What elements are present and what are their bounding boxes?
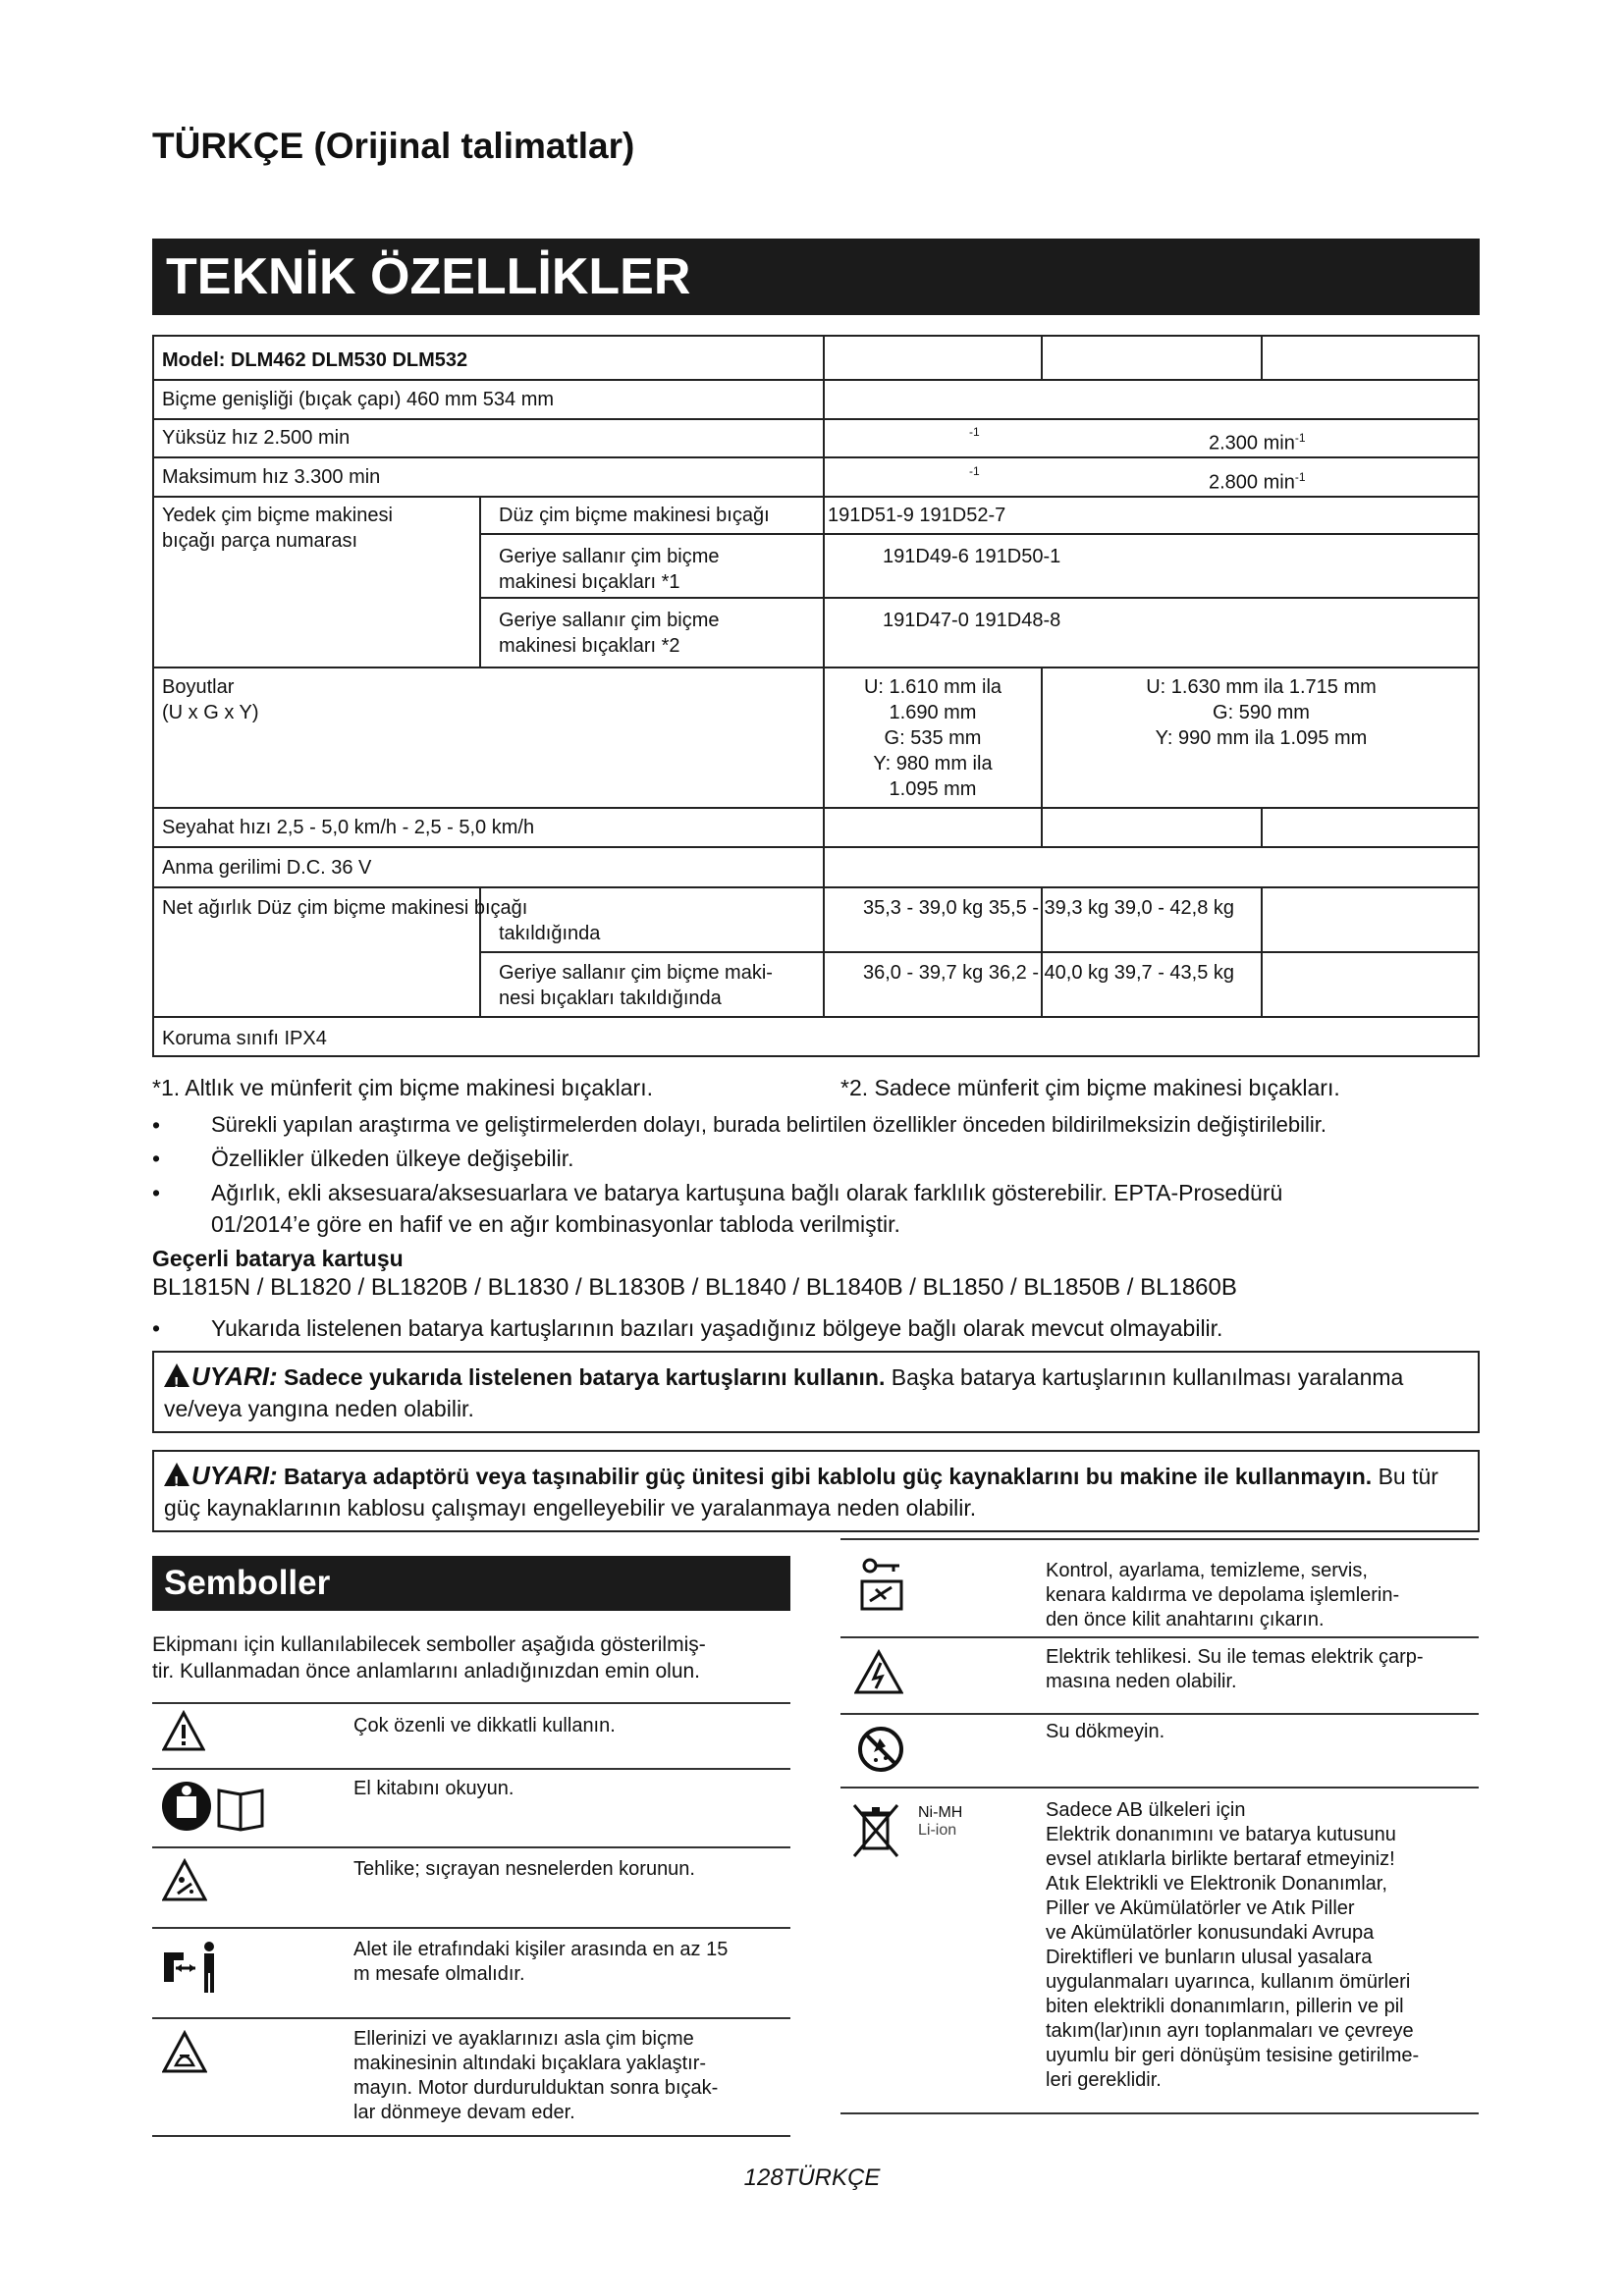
remove-key-icon bbox=[856, 1556, 909, 1613]
symbol-text-read-manual: El kitabını okuyun. bbox=[353, 1778, 514, 1799]
blade-label-2: bıçağı parça numarası bbox=[162, 530, 357, 552]
symbol-text-electric-hazard: Elektrik tehlikesi. Su ile temas elektrik çarp- masına neden olabilir. bbox=[1046, 1646, 1424, 1692]
net-weight-swing-2: nesi bıçakları takıldığında bbox=[499, 988, 722, 1009]
symbol-text-no-water: Su dökmeyin. bbox=[1046, 1721, 1165, 1742]
cutting-width: Biçme genişliği (bıçak çapı) 460 mm 534 mm bbox=[162, 389, 555, 410]
battery-list: BL1815N / BL1820 / BL1820B / BL1830 / BL1830B / BL1840 / BL1840B / BL1850 / BL1850B / BL1860B bbox=[152, 1274, 1237, 1301]
caution-triangle-icon bbox=[162, 1710, 205, 1753]
read-manual-icon bbox=[160, 1779, 268, 1834]
blade-flat-nums: 191D51-9 191D52-7 bbox=[828, 505, 1006, 526]
spec-table bbox=[152, 335, 1480, 1057]
bullet-1: • Sürekli yapılan araştırma ve geliştirmelerden dolayı, burada belirtilen özellikler önceden bildirilmeksizin değiştirilebilir. bbox=[152, 1112, 1326, 1138]
symbol-text-caution: Çok özenli ve dikkatli kullanın. bbox=[353, 1715, 616, 1736]
warning-box-2: !UYARI: Batarya adaptörü veya taşınabilir güç ünitesi gibi kablolu güç kaynaklarını bu makine ile kullanmayın. Bu tür güç kaynaklarının kablosu çalışmayı engelleyebilir ve yaralanmaya neden olabilir. bbox=[152, 1450, 1480, 1532]
net-weight-swing: 36,0 - 39,7 kg 36,2 - 40,0 kg 39,7 - 43,5 kg bbox=[863, 962, 1235, 984]
bullet-3: • Ağırlık, ekli aksesuara/aksesuarlara ve batarya kartuşuna bağlı olarak farklılık gösterebilir. EPTA-Prosedürü 01/2014’e göre en hafif ve en ağır kombinasyonlar tabloda verilmiştir. bbox=[152, 1180, 1283, 1237]
blade-label-1: Yedek çim biçme makinesi bbox=[162, 505, 393, 526]
model-header: Model: DLM462 DLM530 DLM532 bbox=[162, 349, 468, 371]
no-load-value2: 2.300 $\min^{-1}$ bbox=[1209, 431, 1306, 454]
weee-crossed-bin-icon bbox=[850, 1801, 901, 1860]
blade-swing2-1: Geriye sallanır çim biçme bbox=[499, 610, 720, 631]
no-water-icon bbox=[856, 1725, 905, 1774]
dims-label-2: (U x G x Y) bbox=[162, 702, 259, 723]
no-load-sup: -1 bbox=[969, 425, 980, 439]
max-speed-sup: -1 bbox=[969, 464, 980, 478]
blade-swing1-nums: 191D49-6 191D50-1 bbox=[883, 546, 1061, 567]
electric-hazard-icon bbox=[854, 1649, 903, 1696]
dims-b: U: 1.630 mm ila 1.715 mm G: 590 mm Y: 990 mm ila 1.095 mm bbox=[1146, 676, 1377, 749]
section-banner-symbols: Semboller bbox=[152, 1556, 790, 1611]
warning-triangle-icon bbox=[164, 1363, 189, 1387]
battery-heading: Geçerli batarya kartuşu bbox=[152, 1246, 404, 1271]
document-title: TÜRKÇE (Orijinal talimatlar) bbox=[152, 126, 635, 166]
symbol-text-hands-feet: Ellerinizi ve ayaklarınızı asla çim biçme makinesinin altındaki bıçaklara yaklaştır- mayın. Motor durdurulduktan sonra bıçak- lar dönmeye devam eder. bbox=[353, 2028, 719, 2123]
warning-word: UYARI: bbox=[191, 1362, 278, 1391]
keep-distance-icon bbox=[162, 1939, 227, 1996]
no-load-speed: Yüksüz hız 2.500 min bbox=[162, 427, 351, 449]
net-weight-flat: 35,3 - 39,0 kg 35,5 - 39,3 kg 39,0 - 42,8 kg bbox=[863, 897, 1235, 919]
bullet-2: • Özellikler ülkeden ülkeye değişebilir. bbox=[152, 1146, 574, 1171]
symbol-text-flying-objects: Tehlike; sıçrayan nesnelerden korunun. bbox=[353, 1858, 695, 1880]
warning-word: UYARI: bbox=[191, 1461, 278, 1490]
symbols-intro: Ekipmanı için kullanılabilecek semboller aşağıda gösterilmiş- tir. Kullanmadan önce anlamlarını anladığınızdan emin olun. bbox=[152, 1633, 706, 1682]
battery-chemistry-labels: Ni-MH Li-ion bbox=[918, 1804, 963, 1839]
rated-voltage: Anma gerilimi D.C. 36 V bbox=[162, 857, 372, 879]
section-banner-tech-specs: TEKNİK ÖZELLİKLER bbox=[152, 239, 1480, 315]
symbol-text-remove-key: Kontrol, ayarlama, temizleme, servis, kenara kaldırma ve depolama işlemlerin- den önce kilit anahtarını çıkarın. bbox=[1046, 1560, 1400, 1630]
blade-swing1-1: Geriye sallanır çim biçme bbox=[499, 546, 720, 567]
blade-swing2-2: makinesi bıçakları *2 bbox=[499, 635, 680, 657]
footnote-2: *2. Sadece münferit çim biçme makinesi bıçakları. bbox=[840, 1075, 1340, 1100]
net-weight-sub: takıldığında bbox=[499, 923, 601, 944]
warning-box-1: !UYARI: Sadece yukarıda listelenen batarya kartuşlarını kullanın. Başka batarya kartuşlarının kullanılması yaralanma ve/veya yangına neden olabilir. bbox=[152, 1351, 1480, 1433]
max-speed: Maksimum hız 3.300 min bbox=[162, 466, 381, 488]
dims-label-1: Boyutlar bbox=[162, 676, 235, 698]
blade-swing1-2: makinesi bıçakları *1 bbox=[499, 571, 680, 593]
travel-speed: Seyahat hızı 2,5 - 5,0 km/h - 2,5 - 5,0 km/h bbox=[162, 817, 535, 838]
protection-class: Koruma sınıfı IPX4 bbox=[162, 1028, 327, 1049]
net-weight-label: Net ağırlık Düz çim biçme makinesi bıçağı bbox=[162, 897, 528, 919]
flying-objects-icon bbox=[162, 1858, 207, 1903]
bullet-battery-note: • Yukarıda listelenen batarya kartuşlarının bazıları yaşadığınız bölgeye bağlı olarak mevcut olmayabilir. bbox=[152, 1315, 1223, 1341]
net-weight-swing-1: Geriye sallanır çim biçme maki- bbox=[499, 962, 773, 984]
max-speed-value2: 2.800 $\min^{-1}$ bbox=[1209, 470, 1306, 494]
hands-feet-blades-icon bbox=[162, 2030, 207, 2075]
blade-swing2-nums: 191D47-0 191D48-8 bbox=[883, 610, 1061, 631]
blade-flat: Düz çim biçme makinesi bıçağı bbox=[499, 505, 770, 526]
symbol-text-weee: Sadece AB ülkeleri için Elektrik donanımını ve batarya kutusunu evsel atıklarla birlikte bertaraf etmeyiniz! Atık Elektrikli ve Elektronik Donanımlar, Piller ve Akümülatörler ve Atık Piller ve Akümülatörler konusundaki Avrupa Direktifleri ve bunların ulusal yasalara uygulanmaları uyarınca, kullanım ömürleri biten elektrikli donanımların, pillerin ve pil takım(lar)ının ayrı toplanmaları ve çevreye uyumlu bir geri dönüşüm tesisine getirilme- leri gereklidir. bbox=[1046, 1799, 1420, 2091]
dims-a: U: 1.610 mm ila 1.690 mm G: 535 mm Y: 980 mm ila 1.095 mm bbox=[863, 676, 1002, 800]
symbol-text-keep-distance: Alet ile etrafındaki kişiler arasında en az 15 m mesafe olmalıdır. bbox=[353, 1939, 729, 1985]
footnote-1: *1. Altlık ve münferit çim biçme makinesi bıçakları. bbox=[152, 1075, 653, 1100]
warning-triangle-icon bbox=[164, 1463, 189, 1486]
page-number: 128TÜRKÇE bbox=[743, 2164, 881, 2191]
